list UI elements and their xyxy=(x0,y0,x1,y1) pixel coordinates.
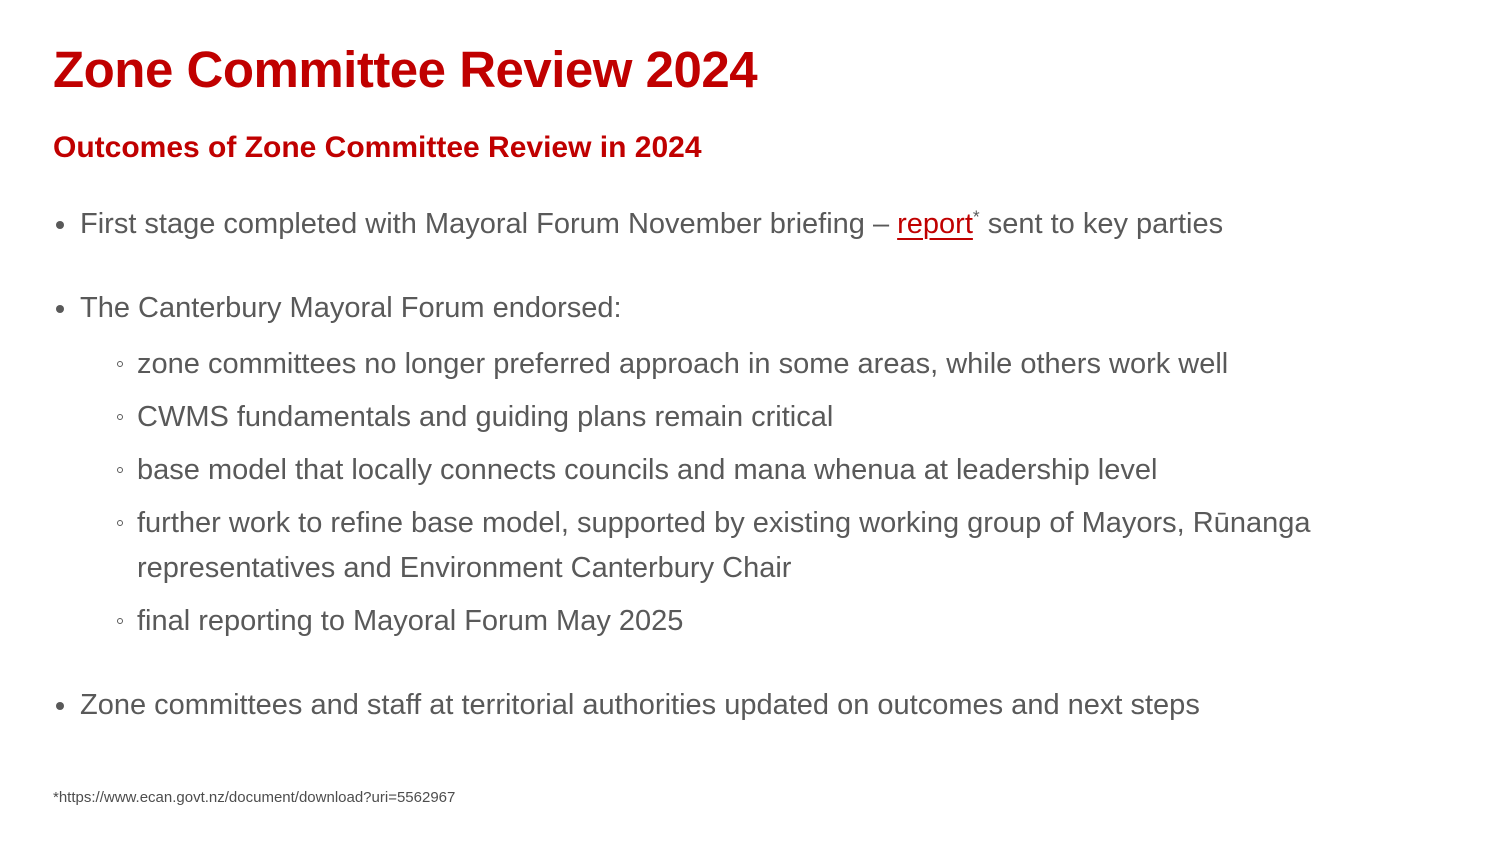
slide-subtitle: Outcomes of Zone Committee Review in 2024 xyxy=(53,131,702,165)
bullet-text-prefix: First stage completed with Mayoral Forum November briefing – xyxy=(80,208,898,241)
circle-bullet-icon xyxy=(117,414,123,420)
bullet-dot-icon xyxy=(56,702,64,710)
bullet-dot-icon xyxy=(56,305,64,313)
slide-title: Zone Committee Review 2024 xyxy=(53,41,758,98)
footnote-asterisk: * xyxy=(972,206,980,227)
sub-bullet-text: further work to refine base model, supported by existing working group of Mayors, Rūnanga representatives and Environment Canterbury Chair xyxy=(137,507,1311,585)
sub-bullet-text: zone committees no longer preferred approach in some areas, while others work well xyxy=(137,348,1229,381)
circle-bullet-icon xyxy=(117,618,123,624)
bullet-item-first-stage xyxy=(53,202,1461,247)
bullet-text-suffix: sent to key parties xyxy=(979,208,1224,241)
circle-bullet-icon xyxy=(117,361,123,367)
sub-bullet-item-base-model xyxy=(117,448,1357,493)
sub-bullet-item-further-work xyxy=(117,501,1357,591)
sub-bullet-list xyxy=(117,342,1461,644)
sub-bullet-item-zone-committees xyxy=(117,342,1357,387)
bullet-item-updated-outcomes xyxy=(53,683,1461,728)
circle-bullet-icon xyxy=(117,520,123,526)
bullet-text: The Canterbury Mayoral Forum endorsed: xyxy=(80,292,622,325)
bullet-list xyxy=(53,202,1461,728)
sub-bullet-item-cwms xyxy=(117,395,1357,440)
footnote-url: *https://www.ecan.govt.nz/document/download?uri=5562967 xyxy=(53,789,456,807)
circle-bullet-icon xyxy=(117,467,123,473)
sub-bullet-text: final reporting to Mayoral Forum May 2025 xyxy=(137,605,684,638)
bullet-dot-icon xyxy=(56,221,64,229)
sub-bullet-text: CWMS fundamentals and guiding plans remain critical xyxy=(137,401,834,434)
sub-bullet-text: base model that locally connects councils and mana whenua at leadership level xyxy=(137,454,1158,487)
bullet-text: Zone committees and staff at territorial authorities updated on outcomes and next steps xyxy=(80,689,1200,722)
report-link[interactable]: report xyxy=(897,208,973,241)
bullet-item-forum-endorsed xyxy=(53,286,1461,644)
sub-bullet-item-final-reporting xyxy=(117,599,1357,644)
